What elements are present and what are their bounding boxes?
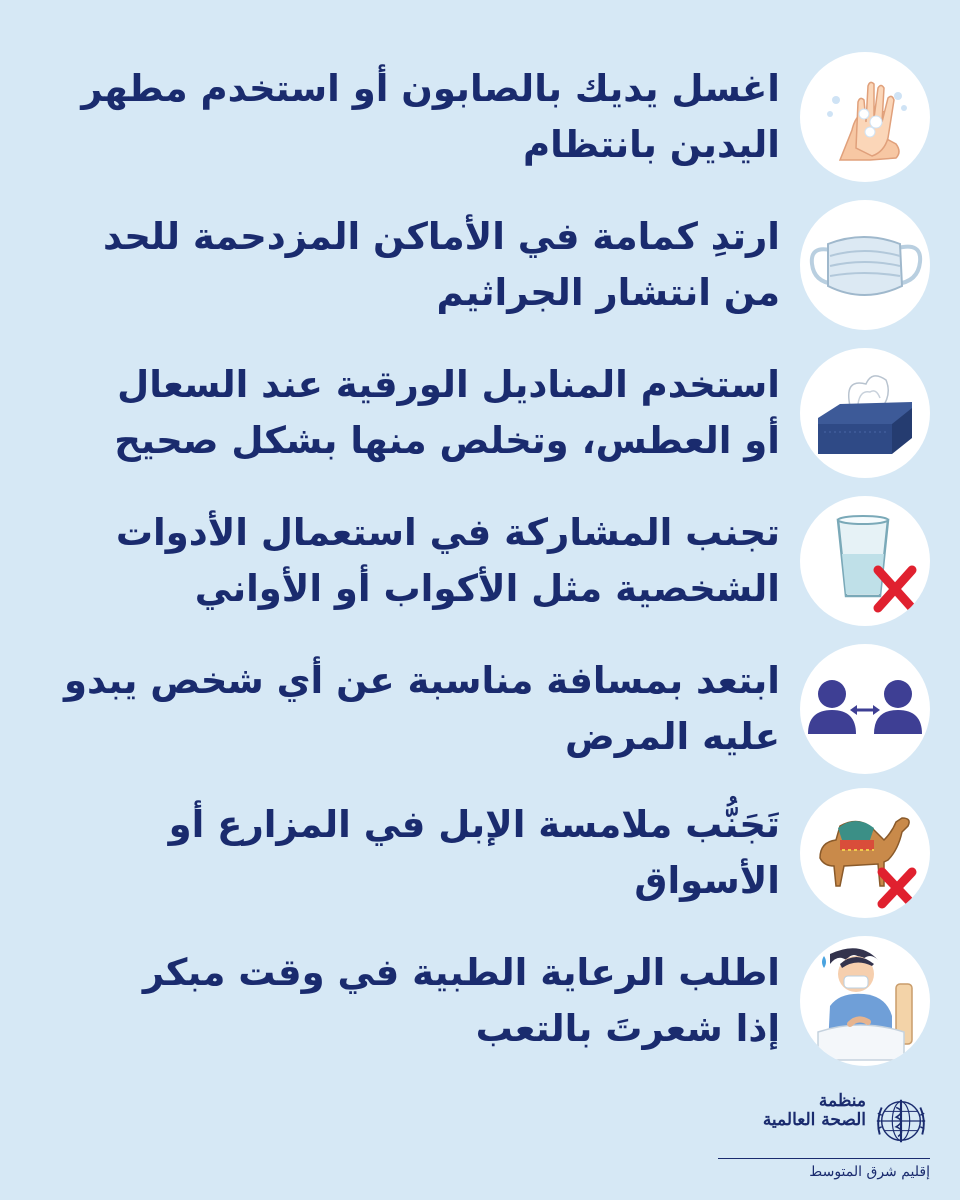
tip-line-1: اطلب الرعاية الطبية في وقت مبكر bbox=[142, 951, 780, 994]
tip-line-2: اليدين بانتظام bbox=[523, 123, 780, 166]
sick-person-icon bbox=[800, 936, 930, 1066]
tip-row-camels bbox=[0, 788, 960, 918]
tip-text bbox=[60, 348, 780, 478]
tip-line-1: تَجَنُّب ملامسة الإبل في المزارع أو الأسواق bbox=[168, 803, 780, 902]
tip-line-2: إذا شعرتَ بالتعب bbox=[475, 1007, 780, 1050]
tip-row-distance bbox=[0, 644, 960, 774]
who-emblem-icon bbox=[872, 1092, 930, 1150]
tip-text bbox=[60, 644, 780, 774]
hand-washing-icon bbox=[800, 52, 930, 182]
tip-line-2: عليه المرض bbox=[565, 715, 780, 758]
logo-divider bbox=[718, 1158, 930, 1159]
tip-line-1: اغسل يديك بالصابون أو استخدم مطهر bbox=[81, 67, 780, 110]
tip-text bbox=[60, 788, 780, 918]
tip-line-1: استخدم المناديل الورقية عند السعال bbox=[117, 363, 780, 406]
tip-line-2: من انتشار الجراثيم bbox=[436, 271, 780, 314]
who-name-line-2: الصحة العالمية bbox=[762, 1110, 866, 1130]
tip-row-hand-washing bbox=[0, 52, 960, 182]
tip-row-shared-utensils bbox=[0, 496, 960, 626]
who-emro-logo bbox=[710, 1088, 930, 1188]
tip-text bbox=[60, 52, 780, 182]
tip-text bbox=[60, 200, 780, 330]
tip-line-1: ابتعد بمسافة مناسبة عن أي شخص يبدو bbox=[63, 659, 780, 702]
tip-line-2: الشخصية مثل الأكواب أو الأواني bbox=[194, 567, 780, 610]
who-name-line-1: منظمة bbox=[818, 1091, 866, 1111]
tip-line-1: تجنب المشاركة في استعمال الأدوات bbox=[115, 511, 780, 554]
tip-row-medical-care bbox=[0, 936, 960, 1066]
tip-text bbox=[60, 936, 780, 1066]
who-region: إقليم شرق المتوسط bbox=[809, 1164, 930, 1180]
who-name bbox=[710, 1092, 866, 1130]
distance-people-icon bbox=[800, 644, 930, 774]
face-mask-icon bbox=[800, 200, 930, 330]
tip-line-1: ارتدِ كمامة في الأماكن المزدحمة للحد bbox=[102, 215, 780, 258]
tip-text bbox=[60, 496, 780, 626]
glass-crossed-icon bbox=[800, 496, 930, 626]
tip-line-2: أو العطس، وتخلص منها بشكل صحيح bbox=[114, 419, 780, 462]
camel-crossed-icon bbox=[800, 788, 930, 918]
tip-row-face-mask bbox=[0, 200, 960, 330]
tissue-box-icon bbox=[800, 348, 930, 478]
tip-row-tissue-box bbox=[0, 348, 960, 478]
